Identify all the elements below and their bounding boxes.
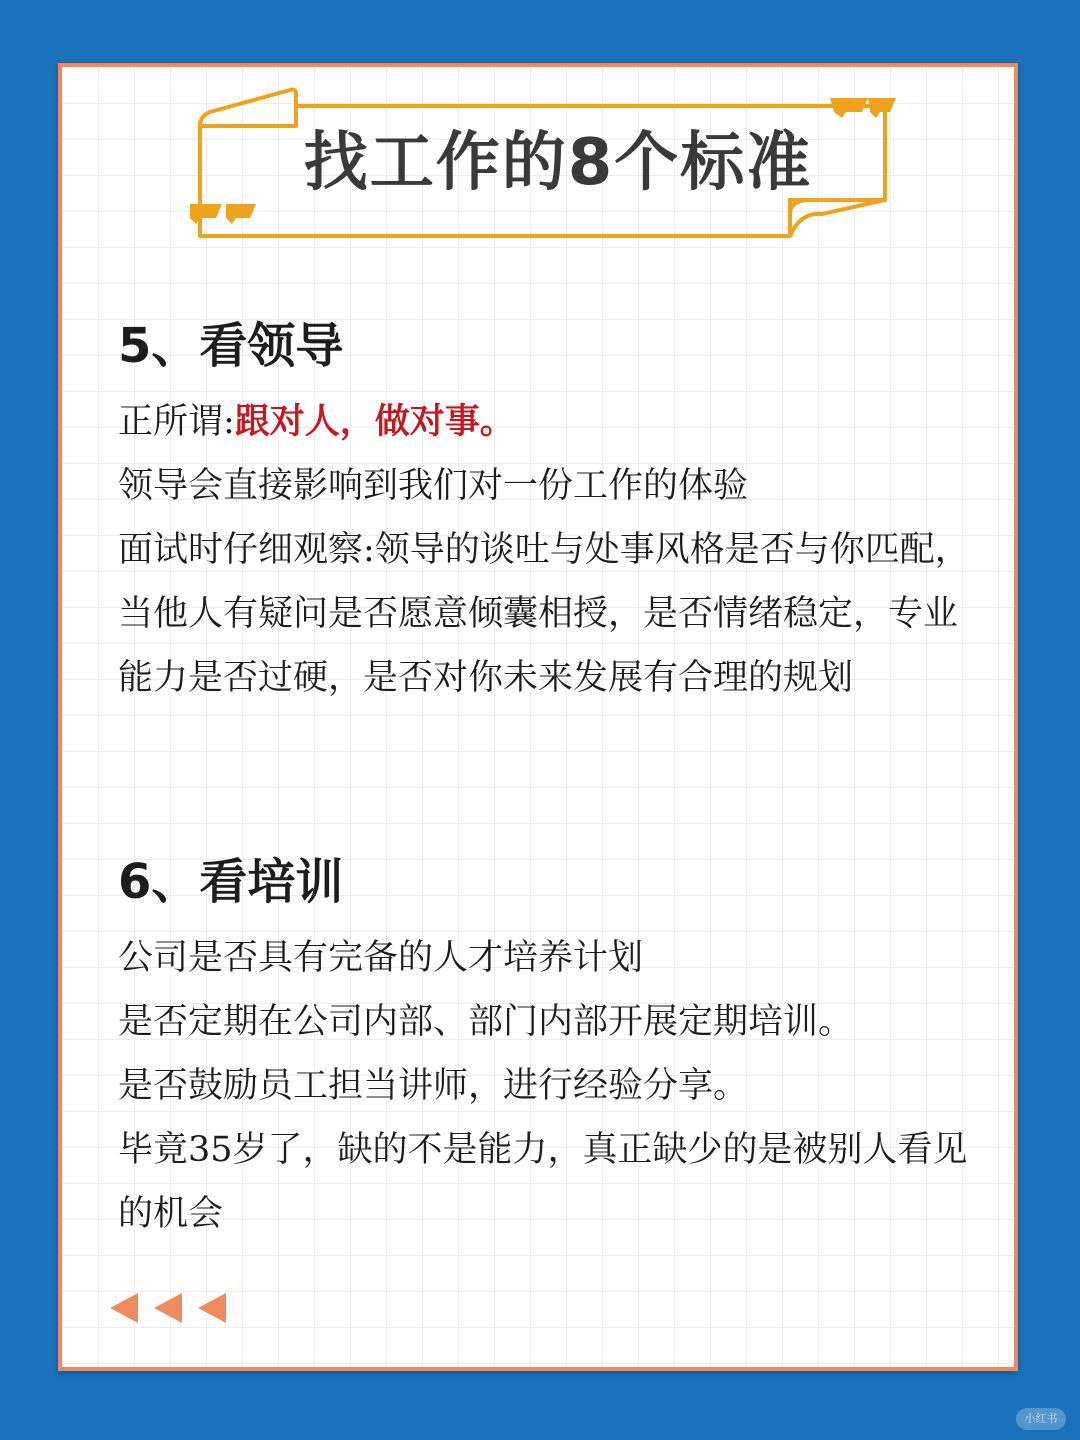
section-heading: 6、看培训 (118, 854, 344, 910)
watermark-badge: 小红书 (1016, 1408, 1066, 1430)
paragraph-line: 毕竟35岁了，缺的不是能力，真正缺少的是被别人看见的机会 (118, 1130, 968, 1234)
arrow-decoration (108, 1290, 238, 1326)
highlight-quote: 跟对人，做对事。 (234, 401, 515, 442)
paragraph-line (118, 390, 978, 454)
quote-prefix: 正所谓: (118, 402, 235, 442)
triangle-left-icon (198, 1293, 226, 1323)
triangle-left-icon (110, 1293, 138, 1323)
paragraph-line: 是否定期在公司内部、部门内部开展定期培训。 (118, 1002, 854, 1042)
paragraph-line: 公司是否具有完备的人才培养计划 (118, 938, 644, 978)
section-training (118, 852, 978, 1246)
page-title: 找工作的8个标准 (303, 126, 813, 200)
section-heading: 5、看领导 (118, 318, 344, 374)
paragraph-line: 面试时仔细观察:领导的谈吐与处事风格是否与你匹配，当他人有疑问是否愿意倾囊相授，是否情绪稳定，专业能力是否过硬，是否对你未来发展有合理的规划 (118, 530, 970, 698)
triangle-left-icon (154, 1293, 182, 1323)
paragraph-line: 领导会直接影响到我们对一份工作的体验 (118, 466, 749, 506)
paragraph-line: 是否鼓励员工担当讲师，进行经验分享。 (118, 1066, 749, 1106)
section-leader (118, 316, 978, 710)
